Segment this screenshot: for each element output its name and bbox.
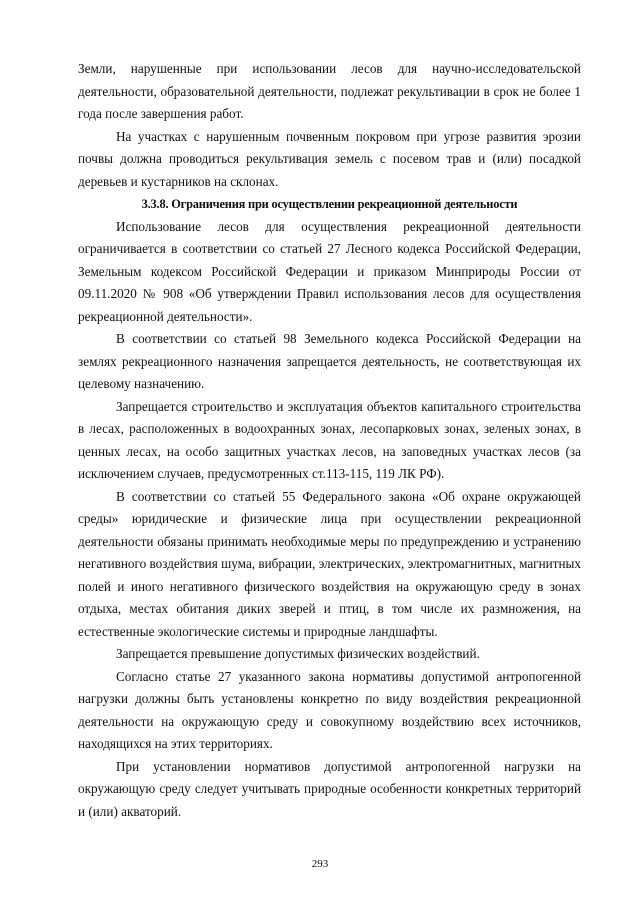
page-number: 293 [311, 858, 329, 870]
paragraph: На участках с нарушенным почвенным покровом при угрозе развития эрозии почвы должна проводиться рекультивация земель с посевом трав и (или) посадкой деревьев и кустарников на склонах. [78, 128, 581, 189]
paragraph: В соответствии со статьей 55 Федерального закона «Об охране окружающей среды» юридические и физические лица при осуществлении рекреационной деятельности обязаны принимать необходимые меры по предупреждению и устранению негативного воздействия шума, вибрации, электрических, электромагнитных, магнитных полей и иного негативного физического воздействия на окружающую среду в зонах отдыха, местах обитания диких зверей и птиц, в том числе их размножения, на естественные экологические системы и природные ландшафты. [78, 488, 581, 639]
paragraph: Запрещается строительство и эксплуатация объектов капитального строительства в лесах, расположенных в водоохранных зонах, лесопарковых зонах, зеленых зонах, в ценных лесах, на особо защитных участках лесов, на заповедных участках лесов (за исключением случаев, предусмотренных ст.113-115, 119 ЛК РФ). [78, 398, 581, 481]
paragraph: При установлении нормативов допустимой антропогенной нагрузки на окружающую среду следует учитывать природные особенности конкретных территорий и (или) акваторий. [78, 758, 581, 819]
paragraph: Использование лесов для осуществления рекреационной деятельности ограничивается в соответствии со статьей 27 Лесного кодекса Российской Федерации, Земельным кодексом Российской Федерации и приказом Минприроды России от 09.11.2020 № 908 «Об утверждении Правил использования лесов для осуществления рекреационной деятельности». [78, 218, 581, 324]
section-heading: 3.3.8. Ограничения при осуществлении рекреационной деятельности [141, 197, 518, 211]
paragraph: В соответствии со статьей 98 Земельного кодекса Российской Федерации на землях рекреационного назначения запрещается деятельность, не соответствующая их целевому назначению. [78, 331, 581, 391]
paragraph: Запрещается превышение допустимых физических воздействий. [116, 646, 480, 661]
page-body [78, 58, 581, 823]
paragraph: Согласно статье 27 указанного закона нормативы допустимой антропогенной нагрузки должны быть установлены конкретно по виду воздействия рекреационной деятельности на окружающую среду и совокупному воздействию всех источников, находящихся на этих территориях. [78, 668, 581, 751]
paragraph: Земли, нарушенные при использовании лесов для научно-исследовательской деятельности, образовательной деятельности, подлежат рекультивации в срок не более 1 года после завершения работ. [78, 61, 581, 121]
